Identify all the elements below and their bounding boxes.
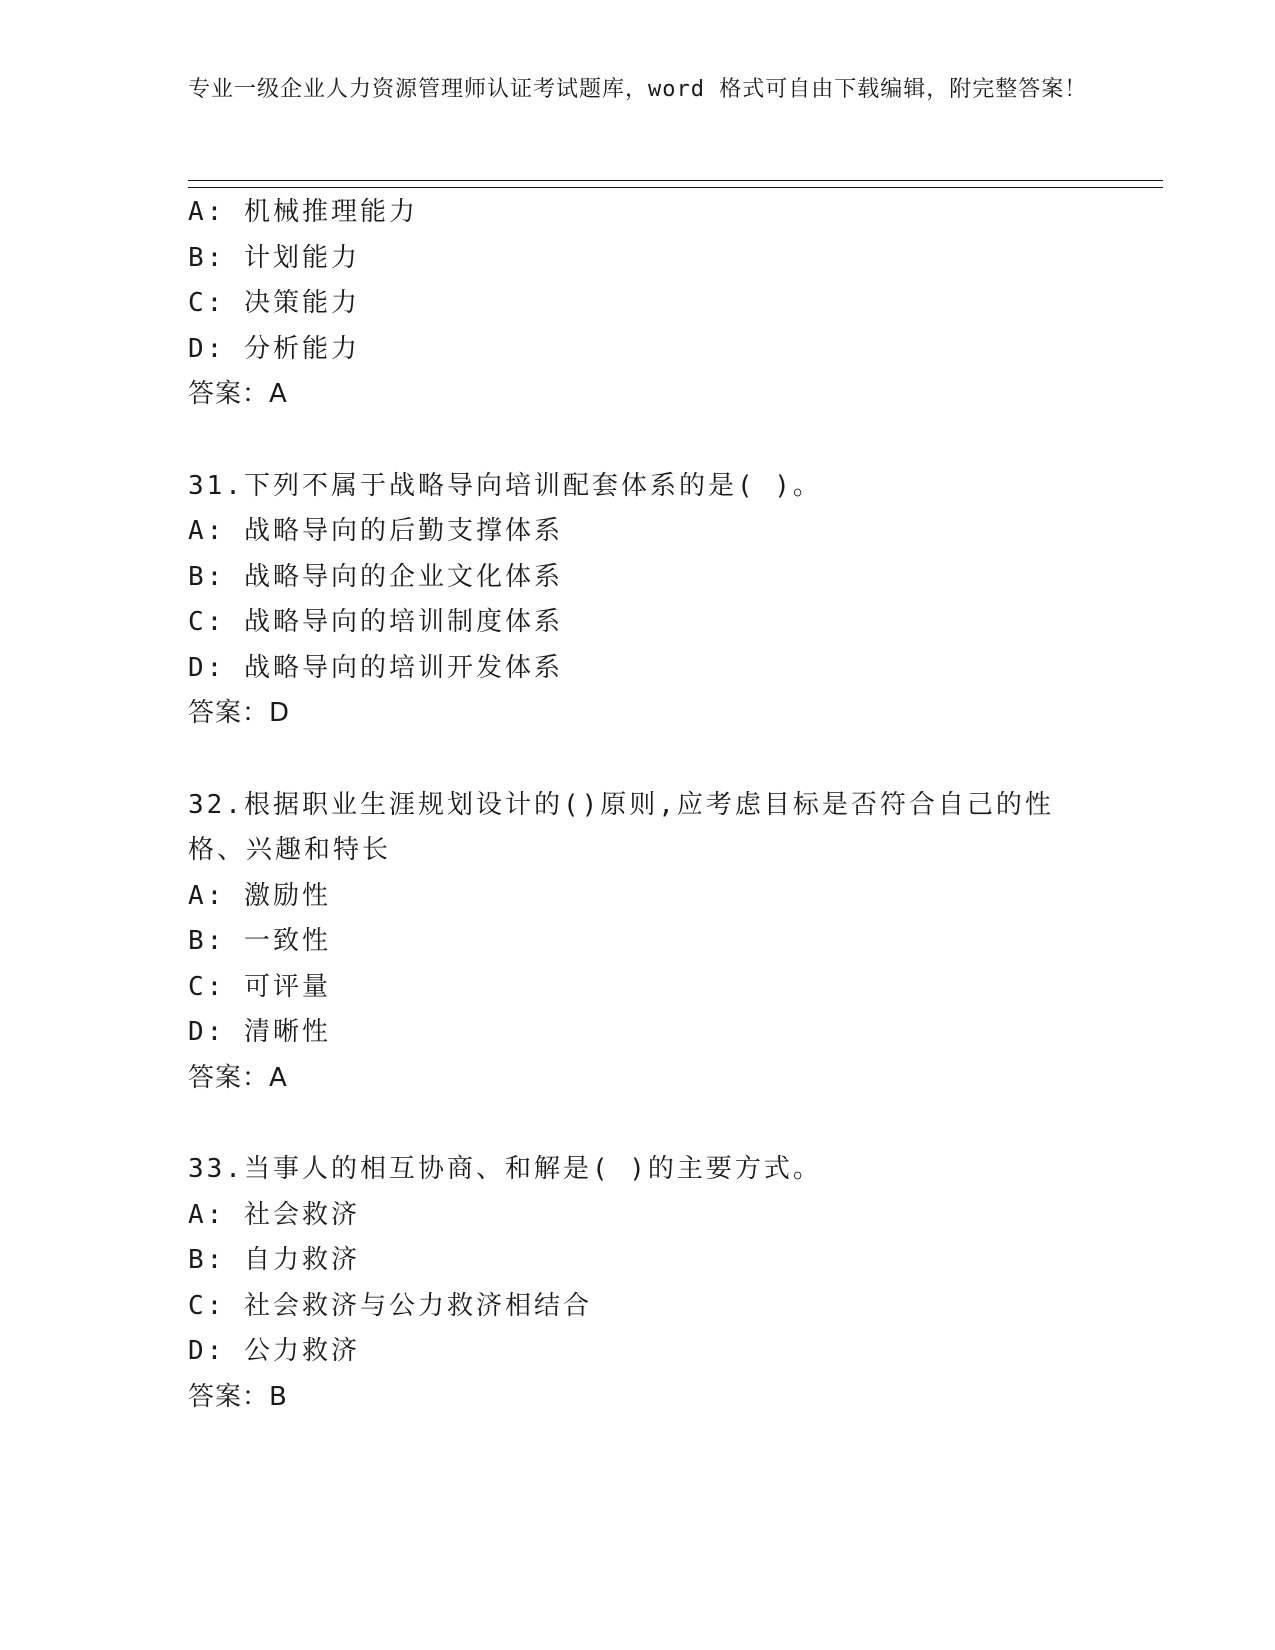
question-30-continued — [188, 190, 1163, 418]
option-b: B: 自力救济 — [188, 1245, 360, 1275]
option-b: B: 一致性 — [188, 926, 331, 956]
question-31 — [188, 464, 1163, 737]
option-d: D: 清晰性 — [188, 1017, 331, 1047]
question-stem: 31.下列不属于战略导向培训配套体系的是( )。 — [188, 470, 822, 501]
question-list — [188, 190, 1163, 1466]
option-d: D: 公力救济 — [188, 1336, 360, 1366]
option-b: B: 战略导向的企业文化体系 — [188, 561, 563, 592]
option-c: C: 社会救济与公力救济相结合 — [188, 1290, 592, 1321]
answer-line: 答案：A — [188, 1062, 288, 1093]
question-32 — [188, 783, 1163, 1102]
question-stem: 33.当事人的相互协商、和解是( )的主要方式。 — [188, 1154, 822, 1184]
option-a: A: 机械推理能力 — [188, 197, 418, 227]
question-33 — [188, 1147, 1163, 1420]
answer-line: 答案：A — [188, 379, 288, 409]
header-double-rule — [188, 180, 1163, 188]
answer-line: 答案：B — [188, 1381, 288, 1412]
option-c: C: 战略导向的培训制度体系 — [188, 607, 563, 637]
question-stem: 32.根据职业生涯规划设计的()原则,应考虑目标是否符合自己的性格、兴趣和特长 — [188, 789, 1054, 865]
option-a: A: 激励性 — [188, 880, 331, 911]
option-d: D: 分析能力 — [188, 333, 360, 364]
answer-line: 答案：D — [188, 698, 291, 728]
option-a: A: 战略导向的后勤支撑体系 — [188, 516, 563, 546]
option-b: B: 计划能力 — [188, 242, 360, 273]
option-d: D: 战略导向的培训开发体系 — [188, 652, 563, 683]
option-c: C: 可评量 — [188, 971, 331, 1002]
option-c: C: 决策能力 — [188, 288, 360, 318]
page-header: 专业一级企业人力资源管理师认证考试题库，word 格式可自由下载编辑，附完整答案！ — [188, 77, 1088, 102]
option-a: A: 社会救济 — [188, 1199, 360, 1230]
